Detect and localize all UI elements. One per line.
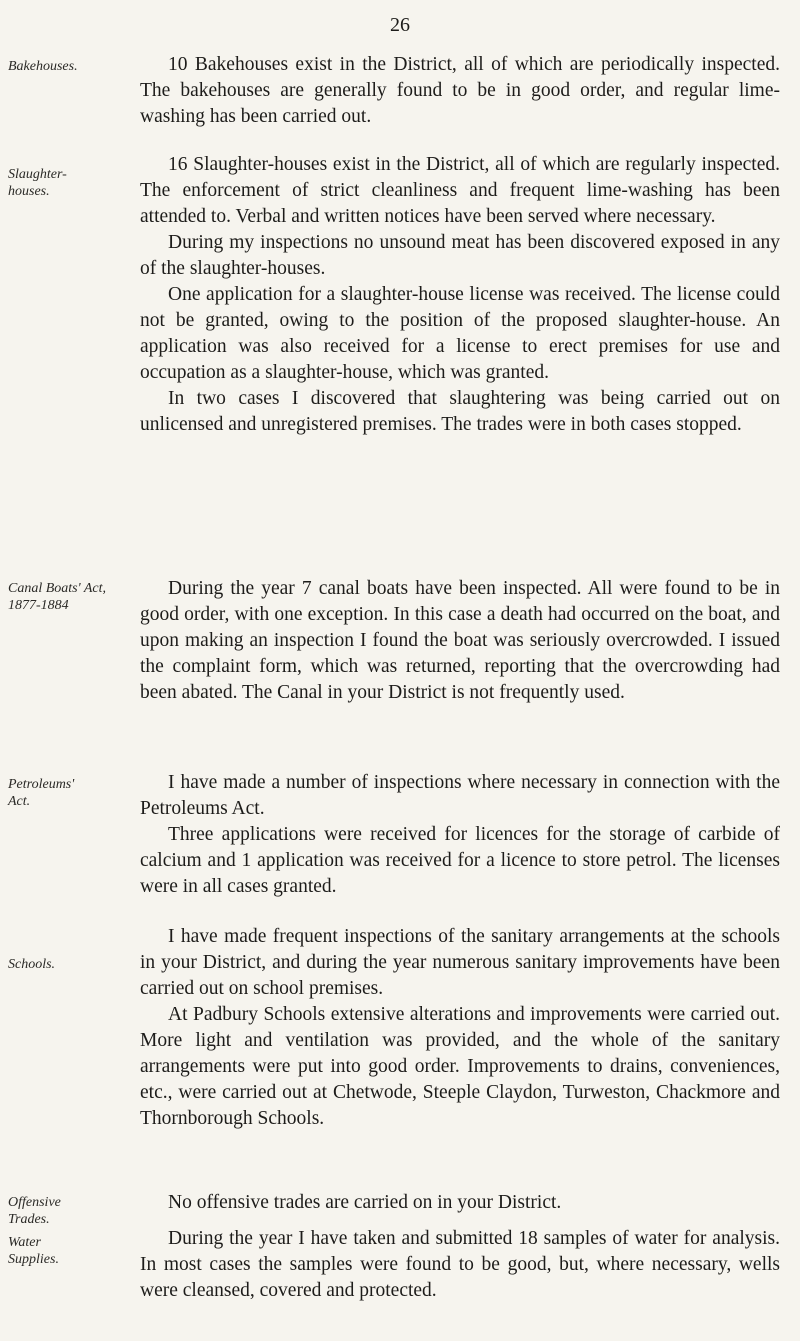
paragraph: At Padbury Schools extensive alterations and improvements were carried out. More light and ventilation was provided, and the whole of the sanitary arrangements were put into good order. Improvements to drains, conveniences, etc., were carried out at Chetwode, Steeple Claydon, Turweston, Chackmore and Thornborough Schools. [140, 1004, 780, 1129]
paragraph: During my inspections no unsound meat has been discovered exposed in any of the slaughter-houses. [140, 232, 780, 279]
paragraph: No offensive trades are carried on in your District. [168, 1192, 562, 1213]
paragraph: One application for a slaughter-house license was received. The license could not be granted, owing to the position of the proposed slaughter-house. An application was also received for a license to erect premises for use and occupation as a slaughter-house, which was granted. [140, 284, 780, 383]
body-schools [140, 924, 780, 1132]
margin-note-schools: Schools. [8, 957, 56, 972]
body-offensive-trades [140, 1190, 780, 1216]
margin-note-petroleums: Petroleums' Act. [8, 777, 75, 809]
body-slaughterhouses [140, 152, 780, 438]
page-number: 26 [390, 14, 410, 36]
paragraph: 10 Bakehouses exist in the District, all of which are periodically inspected. The bakehouses are generally found to be in good order, and regular lime-washing has been carried out. [140, 54, 780, 127]
paragraph: In two cases I discovered that slaughtering was being carried out on unlicensed and unregistered premises. The trades were in both cases stopped. [140, 388, 780, 435]
body-water-supplies [140, 1226, 780, 1304]
margin-note-canal-boats: Canal Boats' Act, 1877-1884 [8, 581, 107, 613]
margin-note-offensive-trades: Offensive Trades. [8, 1195, 61, 1227]
body-canal-boats [140, 576, 780, 706]
paragraph: I have made frequent inspections of the sanitary arrangements at the schools in your District, and during the year numerous sanitary improvements have been carried out on school premises. [140, 926, 780, 999]
margin-note-bakehouses: Bakehouses. [8, 59, 78, 74]
paragraph: Three applications were received for licences for the storage of carbide of calcium and 1 application was received for a licence to store petrol. The licenses were in all cases granted. [140, 824, 780, 897]
paragraph: During the year I have taken and submitted 18 samples of water for analysis. In most cases the samples were found to be good, but, where necessary, wells were cleansed, covered and protected. [140, 1228, 780, 1301]
paragraph: During the year 7 canal boats have been inspected. All were found to be in good order, with one exception. In this case a death had occurred on the boat, and upon making an inspection I found the boat was seriously overcrowded. I issued the complaint form, which was returned, reporting that the overcrowding had been abated. The Canal in your District is not frequently used. [140, 578, 780, 703]
body-petroleums [140, 770, 780, 900]
margin-note-slaughterhouses: Slaughter-houses. [8, 167, 67, 199]
margin-note-water-supplies: Water Supplies. [8, 1235, 59, 1267]
paragraph: 16 Slaughter-houses exist in the District, all of which are regularly inspected. The enforcement of strict cleanliness and frequent lime-washing has been attended to. Verbal and written notices have been served where necessary. [140, 154, 780, 227]
paragraph: I have made a number of inspections where necessary in connection with the Petroleums Act. [140, 772, 780, 819]
body-bakehouses [140, 52, 780, 130]
